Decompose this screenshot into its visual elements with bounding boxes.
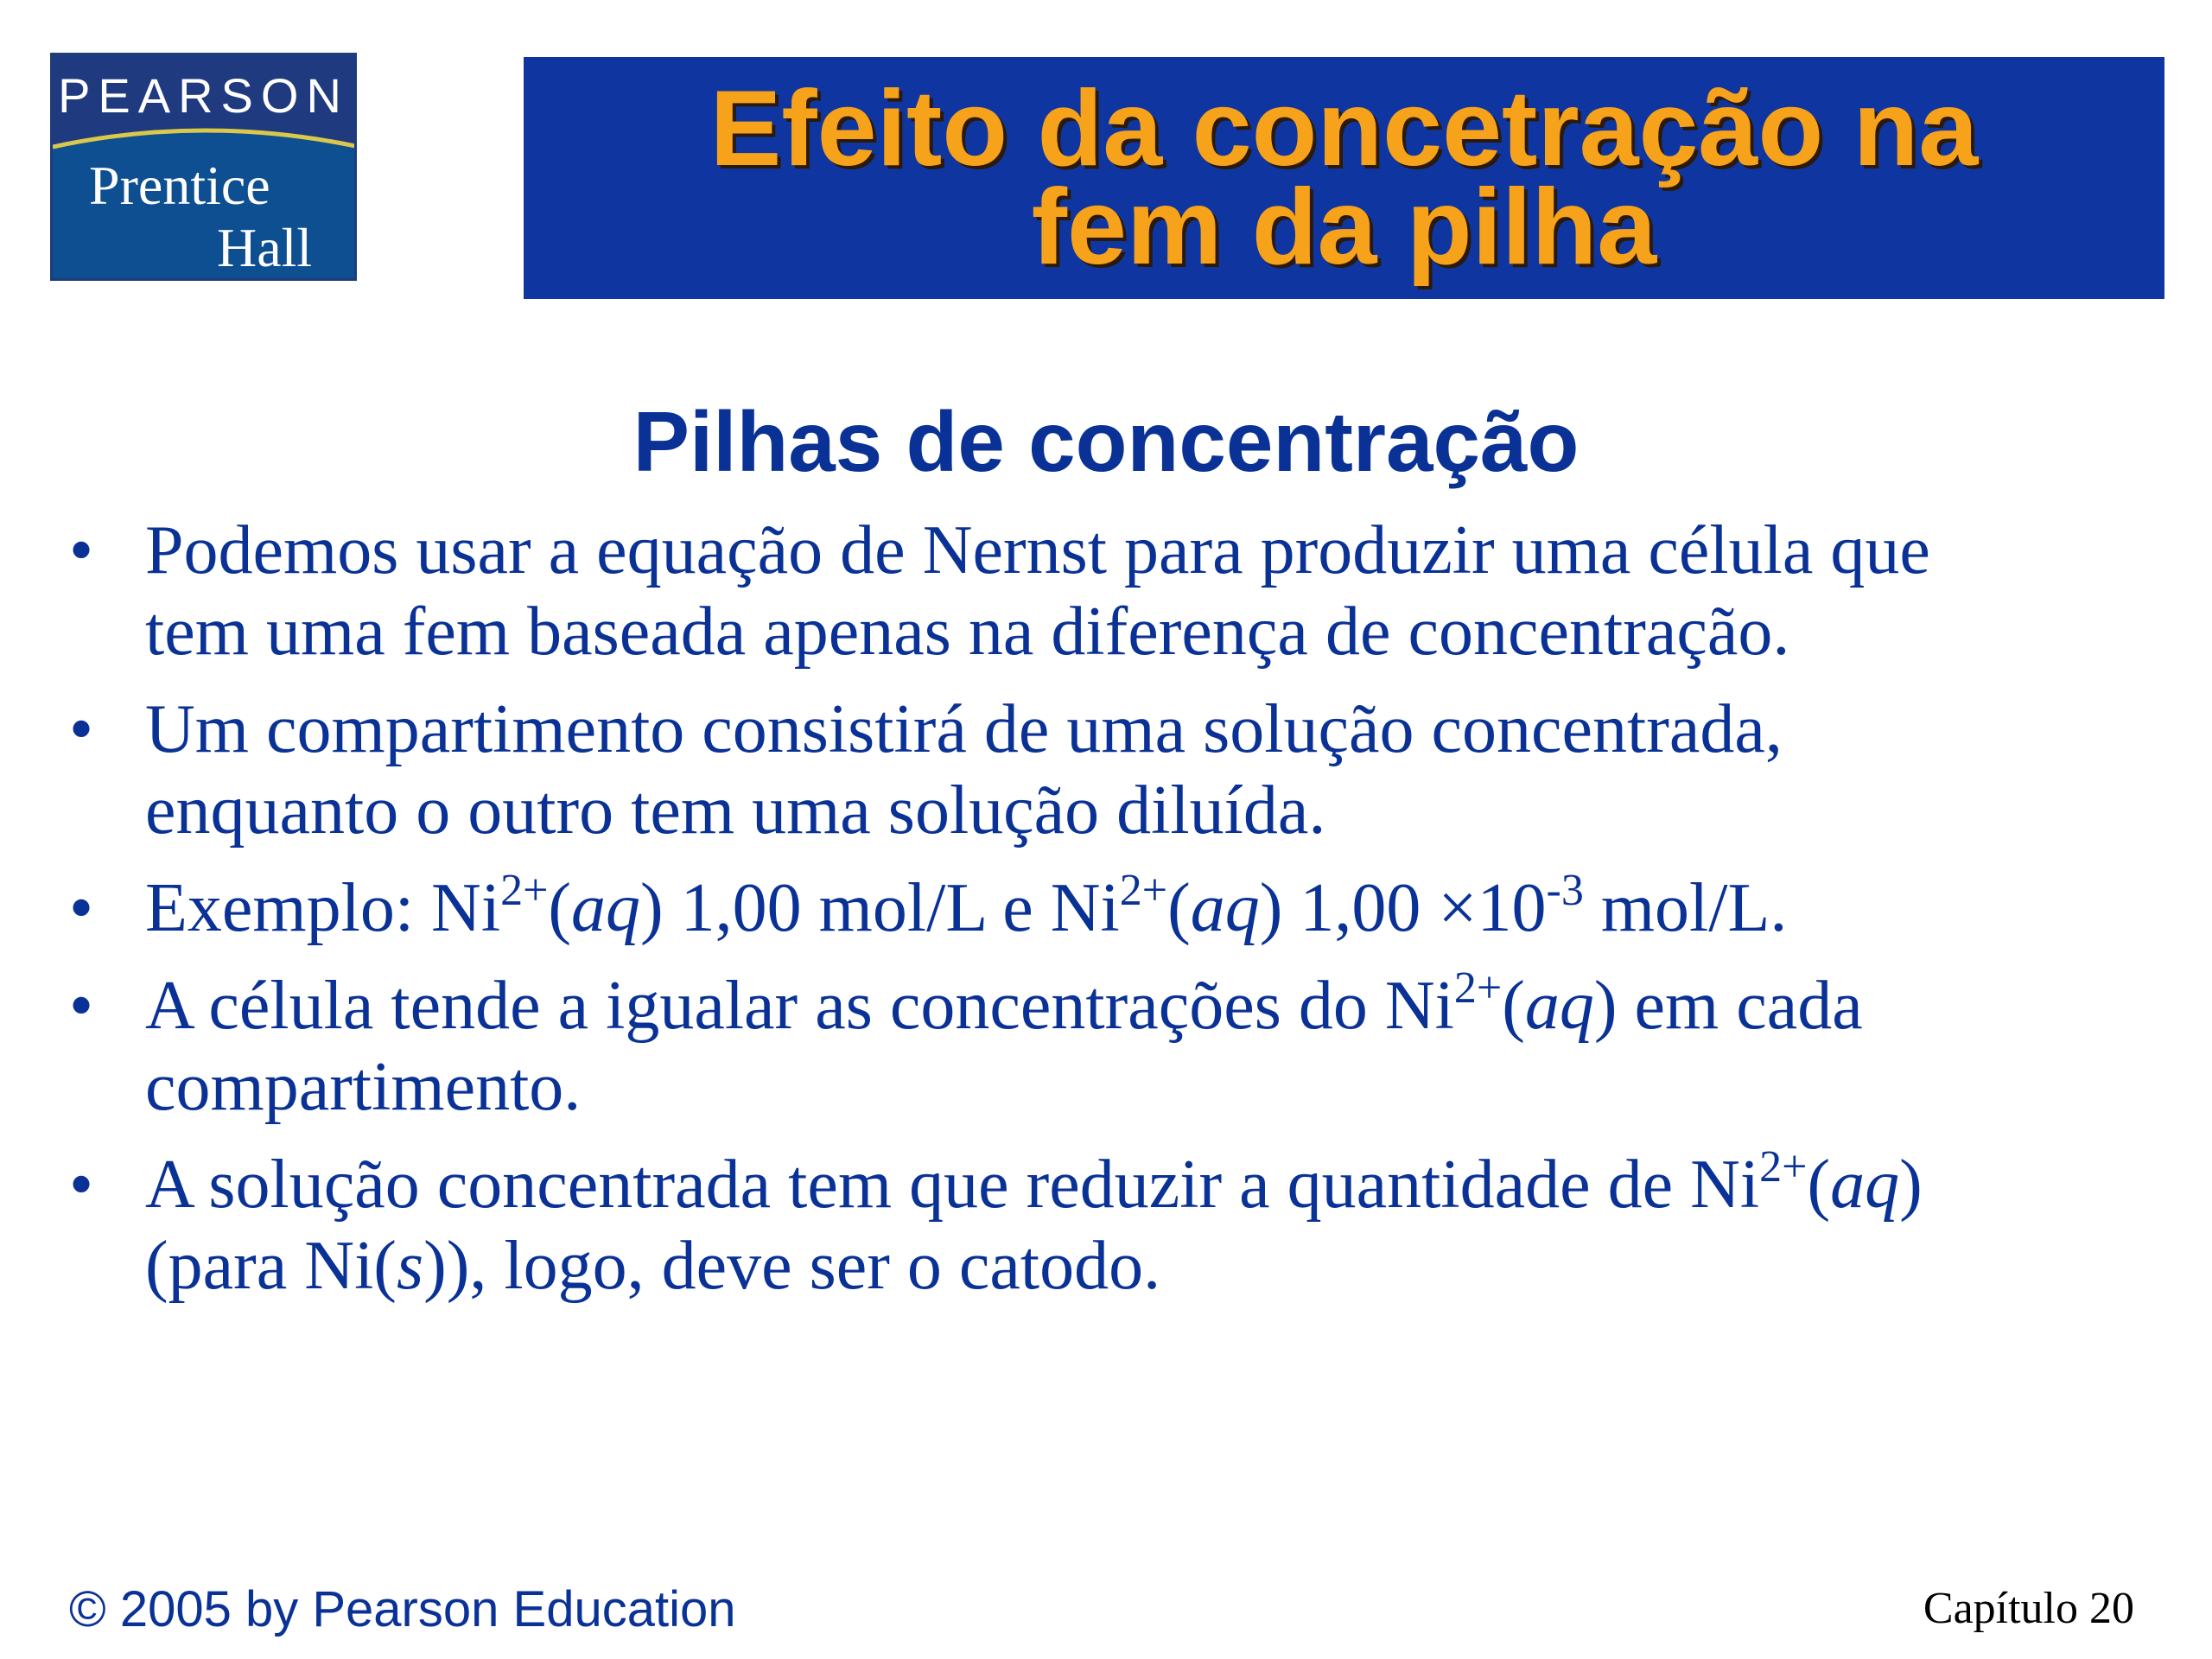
text: ( [1502, 968, 1525, 1044]
logo-brand: PEARSON [58, 68, 349, 123]
text: ) 1,00 mol/L e Ni [640, 870, 1120, 946]
text: )), logo, deve ser o catodo. [423, 1228, 1161, 1304]
bullet-2-line-1: Um compartimento consistirá de uma solução concentrada, [145, 691, 1783, 767]
italic-state: aq [1524, 968, 1594, 1044]
logo-line-hall: Hall [217, 217, 313, 278]
text: A solução concentrada tem que reduzir a quantidade de Ni [145, 1147, 1760, 1223]
superscript-charge: 2+ [1759, 1142, 1808, 1192]
text: ) [1899, 1147, 1923, 1223]
bullet-item-2 [55, 689, 2112, 851]
bullet-1-line-2: tem uma fem baseada apenas na diferença de concentração. [145, 594, 1790, 670]
bullet-4-line-2: compartimento. [145, 1049, 582, 1125]
superscript-charge: 2+ [500, 866, 549, 915]
italic-state: aq [1190, 870, 1260, 946]
text: ( [548, 870, 572, 946]
copyright-footer: © 2005 by Pearson Education [69, 1581, 736, 1637]
text: A célula tende a igualar as concentrações do Ni [145, 968, 1454, 1044]
slide-subtitle: Pilhas de concentração [632, 394, 1580, 489]
title-line-1: Efeito da concetração na [709, 69, 1979, 188]
bullet-marker: • [68, 870, 93, 946]
bullet-marker: • [68, 1147, 93, 1223]
italic-state: aq [1830, 1147, 1900, 1223]
bullet-4-line-1 [145, 965, 2112, 1046]
bullet-marker: • [68, 512, 93, 588]
superscript-charge: 2+ [1453, 963, 1503, 1013]
chapter-footer: Capítulo 20 [1923, 1584, 2134, 1633]
bullet-item-4 [55, 965, 2112, 1128]
bullet-3-line-1 [145, 868, 2112, 949]
superscript-charge: 2+ [1119, 866, 1168, 915]
title-bar [524, 57, 2164, 299]
bullet-item-1 [55, 510, 2112, 672]
bullet-2-line-2: enquanto o outro tem uma solução diluída. [145, 772, 1326, 849]
italic-state: aq [571, 870, 641, 946]
bullet-5-line-2 [145, 1225, 2112, 1306]
italic-state: s [396, 1228, 424, 1304]
bullet-marker: • [68, 968, 93, 1044]
title-line-2: fem da pilha [1031, 168, 1657, 287]
text: ) em cada [1593, 968, 1863, 1044]
superscript-exponent: -3 [1546, 866, 1584, 915]
text: ( [1167, 870, 1191, 946]
bullet-item-3 [55, 868, 2112, 949]
bullet-marker: • [68, 691, 93, 767]
bullet-list [55, 510, 2112, 1323]
logo-line-prentice: Prentice [89, 155, 270, 216]
text: mol/L. [1583, 870, 1788, 946]
text: (para Ni( [145, 1228, 397, 1304]
bullet-1-line-1: Podemos usar a equação de Nernst para produzir uma célula que [145, 512, 1930, 588]
bullet-5-line-1 [145, 1144, 2112, 1225]
text: ( [1807, 1147, 1831, 1223]
text: ) 1,00 ×10 [1259, 870, 1547, 946]
text: Exemplo: Ni [145, 870, 501, 946]
bullet-item-5 [55, 1144, 2112, 1306]
pearson-prentice-hall-logo [50, 53, 357, 281]
slide-title [524, 69, 2164, 287]
logo-swoosh-icon [53, 121, 357, 159]
